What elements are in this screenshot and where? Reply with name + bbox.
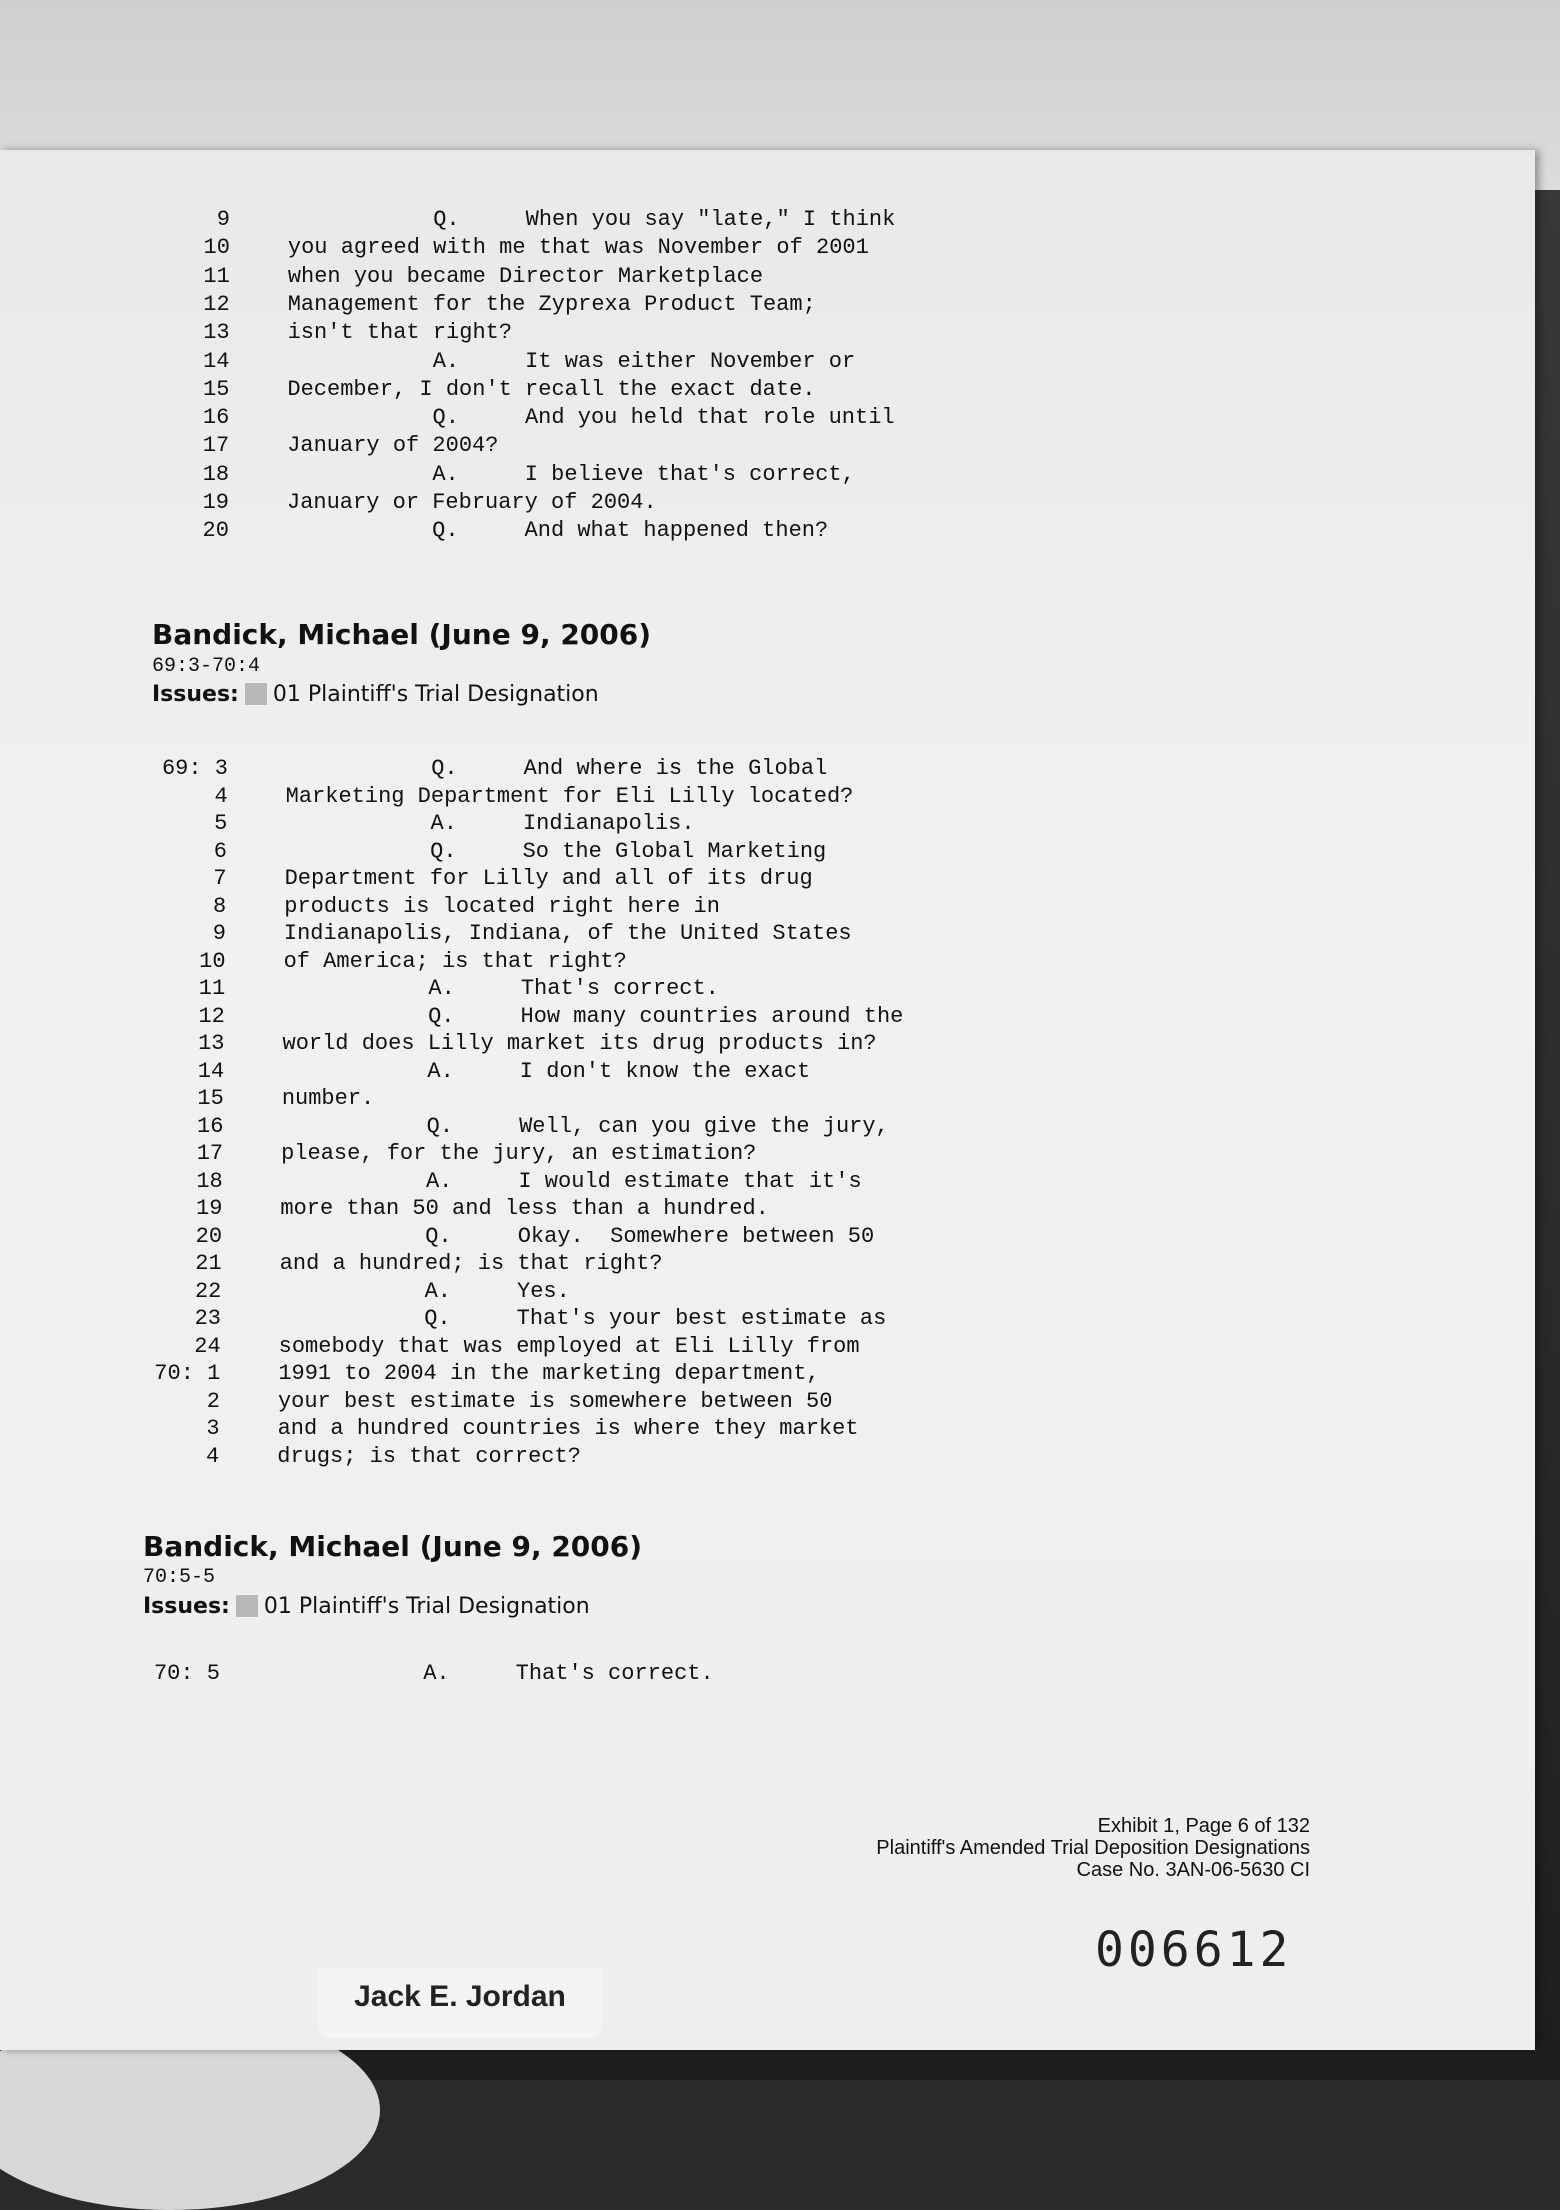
- line-text: Q. When you say "late," I think: [288, 207, 896, 232]
- line-text: and a hundred; is that right?: [279, 1251, 663, 1276]
- line-number: 17: [196, 1141, 224, 1166]
- line-number: 23: [194, 1306, 221, 1331]
- line-number: 4: [214, 783, 228, 809]
- transcript-line: [110, 1660, 1010, 1688]
- transcript-line: [118, 755, 1018, 783]
- transcript-line: [110, 1388, 1010, 1416]
- transcript-line: [120, 319, 1020, 347]
- transcript-line: [116, 948, 1016, 976]
- designation-title: Plaintiff's Amended Trial Deposition Designations: [876, 1837, 1310, 1859]
- transcript-line: [119, 489, 1019, 517]
- transcript-line: [119, 404, 1019, 432]
- issues-value: 01 Plaintiff's Trial Designation: [272, 682, 599, 707]
- line-number: 2: [206, 1388, 220, 1414]
- line-text: January of 2004?: [287, 433, 499, 459]
- deponent-name: Bandick, Michael (June 9, 2006): [143, 1530, 643, 1563]
- line-number: 70: 5: [153, 1661, 220, 1686]
- transcript-line: [115, 1030, 1015, 1058]
- binder-tab: Jack E. Jordan: [318, 1968, 602, 2038]
- line-number: 10: [199, 948, 226, 974]
- line-text: A. I would estimate that it's: [280, 1168, 862, 1194]
- line-number: 18: [202, 461, 230, 487]
- issues-row: [143, 1594, 590, 1619]
- line-number: 3: [206, 1416, 220, 1441]
- transcript-line: [117, 865, 1017, 893]
- transcript-line: [112, 1250, 1012, 1278]
- line-number: 17: [202, 433, 230, 459]
- line-text: Q. And you held that role until: [287, 405, 895, 431]
- line-number: 70: 1: [154, 1361, 221, 1386]
- line-text: Q. How many countries around the: [282, 1003, 904, 1029]
- exhibit-page: Exhibit 1, Page 6 of 132: [1097, 1815, 1310, 1837]
- line-text: please, for the jury, an estimation?: [281, 1141, 757, 1166]
- line-number: 7: [213, 866, 227, 891]
- transcript-line: [117, 838, 1017, 866]
- line-number: 8: [213, 893, 227, 919]
- transcript-line: [110, 1415, 1010, 1443]
- transcript-line: [119, 376, 1019, 404]
- line-number: 6: [213, 838, 227, 864]
- line-text: isn't that right?: [287, 320, 513, 346]
- issues-row: [152, 682, 599, 707]
- transcript-line: [113, 1140, 1013, 1168]
- page-line-range: 70:5-5: [143, 1566, 216, 1589]
- line-number: 20: [202, 518, 229, 544]
- line-text: more than 50 and less than a hundred.: [280, 1196, 769, 1221]
- transcript-line: [120, 348, 1020, 376]
- issue-color-swatch-icon: [245, 683, 267, 705]
- line-text: A. That's correct.: [278, 1661, 714, 1686]
- line-number: 13: [198, 1031, 225, 1056]
- line-text: world does Lilly market its drug products in?: [282, 1031, 877, 1056]
- line-number: 20: [195, 1223, 223, 1249]
- line-number: 18: [196, 1168, 223, 1194]
- transcript-line: [120, 234, 1020, 262]
- transcript-line: [115, 1003, 1015, 1031]
- line-number: 11: [203, 263, 230, 289]
- line-number: 12: [198, 1003, 225, 1029]
- line-text: Department for Lilly and all of its drug: [284, 866, 813, 891]
- issues-label: Issues:: [143, 1594, 230, 1619]
- line-text: A. Indianapolis.: [285, 811, 695, 836]
- line-text: products is located right here in: [284, 893, 720, 919]
- transcript-line: [120, 291, 1020, 319]
- transcript-line: [114, 1058, 1014, 1086]
- issues-label: Issues:: [152, 682, 239, 707]
- transcript-line: [119, 432, 1019, 460]
- line-text: Q. That's your best estimate as: [279, 1306, 887, 1331]
- transcript-line: [113, 1113, 1013, 1141]
- line-number: 14: [197, 1058, 225, 1084]
- line-text: Q. Okay. Somewhere between 50: [280, 1223, 875, 1249]
- transcript-line: [119, 461, 1019, 489]
- line-text: Q. And what happened then?: [286, 518, 829, 544]
- transcript-line: [110, 1360, 1010, 1388]
- line-text: number.: [281, 1086, 375, 1111]
- line-text: December, I don't recall the exact date.: [287, 376, 816, 402]
- transcript-line: [116, 920, 1016, 948]
- line-number: 4: [206, 1443, 220, 1469]
- line-number: 24: [194, 1333, 221, 1359]
- exhibit-footer: [876, 1815, 1310, 1881]
- line-number: 12: [203, 291, 230, 317]
- case-number: Case No. 3AN-06-5630 CI: [1076, 1859, 1310, 1881]
- line-number: 15: [203, 376, 230, 402]
- transcript-line: [113, 1168, 1013, 1196]
- line-number: 13: [203, 320, 230, 346]
- line-text: A. That's correct.: [283, 976, 719, 1001]
- line-text: January or February of 2004.: [287, 490, 657, 515]
- line-text: somebody that was employed at Eli Lilly from: [278, 1333, 860, 1359]
- line-number: 15: [197, 1086, 224, 1111]
- line-text: A. It was either November or: [287, 348, 856, 374]
- line-text: A. I believe that's correct,: [287, 461, 855, 487]
- deponent-name: Bandick, Michael (June 9, 2006): [152, 618, 652, 651]
- line-text: and a hundred countries is where they market: [277, 1416, 859, 1441]
- transcript-line: [119, 517, 1019, 545]
- line-text: when you became Director Marketplace: [287, 263, 764, 289]
- line-text: Marketing Department for Eli Lilly located?: [285, 783, 854, 809]
- transcript-line: [118, 783, 1018, 811]
- line-text: drugs; is that correct?: [277, 1443, 581, 1469]
- line-number: 5: [214, 811, 228, 836]
- line-number: 14: [203, 348, 230, 374]
- transcript-line: [111, 1305, 1011, 1333]
- line-text: Indianapolis, Indiana, of the United States: [283, 921, 852, 946]
- transcript-line: [112, 1223, 1012, 1251]
- transcript-line: [120, 206, 1020, 234]
- bates-number: 006612: [1095, 1922, 1293, 1978]
- line-number: 21: [195, 1251, 222, 1276]
- line-number: 9: [216, 207, 230, 232]
- line-text: Q. And where is the Global: [286, 756, 828, 781]
- transcript-line: [120, 263, 1020, 291]
- line-text: of America; is that right?: [283, 948, 627, 974]
- line-text: Management for the Zyprexa Product Team;: [287, 291, 816, 317]
- line-number: 9: [212, 921, 226, 946]
- line-number: 16: [202, 405, 230, 431]
- page-line-range: 69:3-70:4: [152, 655, 261, 678]
- issues-value: 01 Plaintiff's Trial Designation: [263, 1594, 590, 1619]
- line-text: you agreed with me that was November of 2001: [287, 235, 869, 261]
- transcript-line: [116, 893, 1016, 921]
- line-number: 10: [203, 235, 230, 261]
- line-number: 19: [202, 490, 229, 515]
- line-number: 11: [198, 976, 226, 1001]
- line-text: A. Yes.: [279, 1278, 570, 1304]
- transcript-line: [117, 810, 1017, 838]
- transcript-line: [112, 1195, 1012, 1223]
- line-number: 19: [196, 1196, 223, 1221]
- line-text: Q. So the Global Marketing: [284, 838, 827, 864]
- line-text: A. I don't know the exact: [282, 1058, 811, 1084]
- line-text: 1991 to 2004 in the marketing department,: [278, 1361, 820, 1386]
- transcript-line: [115, 975, 1015, 1003]
- transcript-line: [111, 1278, 1011, 1306]
- line-text: Q. Well, can you give the jury,: [281, 1113, 889, 1139]
- line-number: 22: [194, 1278, 222, 1304]
- line-number: 16: [197, 1113, 224, 1139]
- transcript-line: [114, 1085, 1014, 1113]
- transcript-line: [111, 1333, 1011, 1361]
- document-page: [0, 150, 1535, 2050]
- line-number: 69: 3: [161, 756, 228, 781]
- line-text: your best estimate is somewhere between 50: [277, 1388, 833, 1414]
- transcript-line: [109, 1443, 1009, 1471]
- issue-color-swatch-icon: [236, 1595, 258, 1617]
